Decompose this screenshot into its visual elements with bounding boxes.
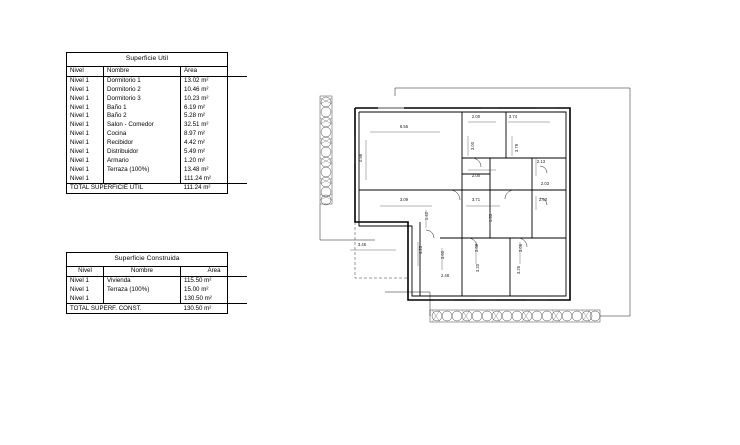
cell-nivel: Nivel 1	[67, 86, 104, 95]
cell-area: 6.19 m²	[184, 103, 205, 111]
surface-construida-grid	[67, 267, 247, 313]
column-header-nombre: Nombre	[104, 267, 181, 276]
cell-area: 10.46 m²	[184, 85, 209, 93]
cell-nivel: Nivel 1	[67, 130, 104, 139]
dimension-text: 2.48	[440, 273, 450, 278]
dimension-text: 2.00	[471, 173, 481, 178]
column-header-nivel: Nivel	[67, 267, 104, 276]
vegetation-band-left	[320, 96, 332, 205]
cell-nombre: Dormitorio 2	[104, 86, 181, 95]
cell-nivel: Nivel 1	[67, 139, 104, 148]
dimension-text: 3.60	[474, 243, 479, 253]
total-label: TOTAL SUPERF. CONST.	[67, 304, 181, 313]
table-total-row	[67, 184, 247, 193]
cell-nivel: Nivel 1	[67, 166, 104, 175]
table-row	[67, 166, 247, 175]
cell-nivel: Nivel 1	[67, 112, 104, 121]
cell-nivel: Nivel 1	[67, 76, 104, 85]
total-value: 111.24 m²	[181, 184, 248, 193]
floor-plan	[300, 70, 700, 360]
table-row	[67, 86, 247, 95]
interior-partitions	[359, 112, 566, 296]
dimension-labels	[358, 114, 550, 278]
cell-nombre: Salon - Comedor	[104, 121, 181, 130]
table-row	[67, 76, 247, 85]
door-swings	[426, 158, 547, 247]
total-label: TOTAL SUPERFICIE UTIL	[67, 184, 181, 193]
cell-nivel: Nivel 1	[67, 174, 104, 183]
dimension-text: 3.71	[471, 197, 481, 202]
cell-nombre: Vivienda	[104, 276, 181, 285]
dimension-text: 3.60	[440, 250, 445, 260]
dimension-text: 3.20	[475, 263, 480, 273]
cell-nombre: Dormitorio 1	[104, 76, 181, 85]
cell-area: 13.02 m²	[181, 76, 248, 85]
dimension-text: 3.06	[518, 243, 523, 253]
dimension-text: 4.98	[358, 153, 363, 163]
window-openings	[355, 108, 566, 300]
dimension-text: 2.60	[538, 197, 548, 202]
dimension-text: 3.09	[399, 197, 409, 202]
dimension-text: 1.42	[424, 211, 429, 221]
cell-nombre: Recibidor	[104, 139, 181, 148]
vegetation-band-bottom	[430, 310, 600, 322]
cell-area: 111.24 m²	[184, 174, 211, 182]
cell-nivel: Nivel 1	[67, 276, 104, 285]
cell-area: 5.49 m²	[184, 147, 205, 155]
dimension-text: 2.13	[536, 159, 546, 164]
cell-nombre: Terraza (100%)	[104, 286, 181, 295]
column-header-area: Área	[181, 67, 248, 76]
cell-area: 4.42 m²	[184, 139, 205, 147]
cell-area: 115.50 m²	[181, 276, 248, 285]
table-total-row	[67, 304, 247, 313]
table-row	[67, 103, 247, 112]
cell-nombre: Baño 1	[104, 103, 181, 112]
dimension-text: 1.53	[488, 213, 493, 223]
dimension-text: 2.00	[471, 114, 481, 119]
cell-area: 8.97 m²	[184, 130, 205, 138]
cell-nombre: Cocina	[104, 130, 181, 139]
dimension-text: 3.46	[357, 242, 367, 247]
table-row	[67, 295, 247, 304]
surface-construida-table	[66, 252, 228, 314]
cell-nivel: Nivel 1	[67, 286, 104, 295]
table-row	[67, 148, 247, 157]
table-row	[67, 112, 247, 121]
cell-nivel: Nivel 1	[67, 95, 104, 104]
surface-util-table	[66, 52, 228, 194]
table-row	[67, 139, 247, 148]
table-row	[67, 95, 247, 104]
cell-nivel: Nivel 1	[67, 121, 104, 130]
dimension-text: 3.25	[516, 265, 521, 275]
table-row	[67, 157, 247, 166]
cell-nombre: Dormitorio 3	[104, 95, 181, 104]
dimension-text: 4.23	[418, 245, 423, 255]
table-row	[67, 174, 247, 183]
cell-area: 1.20 m²	[184, 156, 205, 164]
surface-util-title: Superficie Util	[67, 53, 227, 67]
cell-area: 130.50 m²	[184, 294, 212, 302]
cell-area: 10.23 m²	[184, 94, 209, 102]
total-value: 130.50 m²	[181, 304, 248, 313]
cell-nombre: Baño 2	[104, 112, 181, 121]
column-header-nivel: Nivel	[67, 67, 104, 76]
house-outer-walls-inner	[359, 112, 566, 296]
cell-nombre: Distribuidor	[104, 148, 181, 157]
cell-nivel: Nivel 1	[67, 148, 104, 157]
cell-nombre	[104, 174, 181, 183]
cell-nivel: Nivel 1	[67, 295, 104, 304]
dimension-text: 3.74	[508, 114, 518, 119]
cell-nombre: Terraza (100%)	[104, 166, 181, 175]
cell-area: 5.28 m²	[184, 112, 205, 120]
table-row	[67, 130, 247, 139]
cell-nombre: Armario	[104, 157, 181, 166]
table-row	[67, 276, 247, 285]
table-header-row	[67, 67, 247, 76]
table-row	[67, 286, 247, 295]
dimension-text: 3.79	[514, 143, 519, 153]
cell-nivel: Nivel 1	[67, 157, 104, 166]
table-row	[67, 121, 247, 130]
surface-util-grid	[67, 67, 247, 193]
cell-nivel: Nivel 1	[67, 103, 104, 112]
cell-area: 32.51 m²	[184, 121, 209, 129]
cell-area: 15.00 m²	[184, 285, 209, 293]
table-header-row	[67, 267, 247, 276]
cell-area: 13.48 m²	[184, 165, 209, 173]
dimension-text: 6.55	[399, 124, 409, 129]
dimension-text: 2.03	[540, 181, 550, 186]
column-header-area: Área	[181, 267, 248, 276]
surface-construida-title: Superficie Construida	[67, 253, 227, 267]
column-header-nombre: Nombre	[104, 67, 181, 76]
house-outer-walls	[355, 108, 570, 300]
cell-nombre	[104, 295, 181, 304]
dimension-text: 3.00	[470, 141, 475, 151]
